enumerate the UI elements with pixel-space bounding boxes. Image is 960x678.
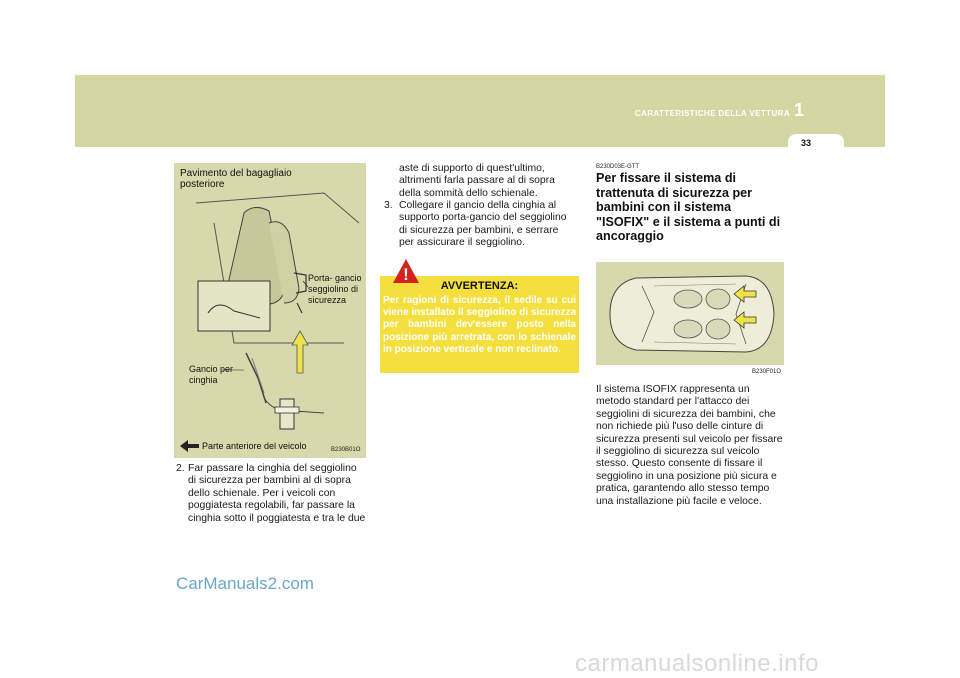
isofix-description: Il sistema ISOFIX rappresenta un metodo standard per l'attacco dei seggiolini di sicurezza dei bambini, che non richiede più l'uso delle cinture di sicurezza presenti sul veicolo per fissare il seggiolino di sicurezza sul veicolo stesso. Questo consente di fissare il seggiolino in una posizione più sicura e pratica, garantendo allo stesso tempo una installazione più facile e veloce. <box>596 384 783 507</box>
section-title: CARATTERISTICHE DELLA VETTURA <box>634 109 790 118</box>
label-strap-hook: Gancio per cinghia <box>189 364 234 385</box>
seat-anchor-illustration <box>174 163 366 458</box>
isofix-car-figure <box>596 262 784 365</box>
page-number: 33 <box>800 138 811 148</box>
step-2-continuation: aste di supporto di quest'ultimo, altrimenti farla passare al di sopra della sommità dello schienale. <box>399 163 555 199</box>
step-3-text: Collegare il gancio della cinghia al supporto porta-gancio del seggiolino di sicurezza per bambini, e serrare per assicurare il seggiolino. <box>399 200 567 249</box>
step-number: 2. <box>176 463 185 474</box>
warning-icon-glyph: ! <box>403 265 409 284</box>
label-rear-floor: Pavimento del bagagliaio posteriore <box>180 168 292 190</box>
figure-code: B230B01O <box>331 447 361 453</box>
chapter-number: 1 <box>794 100 805 120</box>
label-anchor-bracket: Porta- gancio seggiolino di sicurezza <box>308 273 362 305</box>
reference-code: B230D03E-GTT <box>596 164 640 170</box>
warning-title: AVVERTENZA: <box>440 280 519 292</box>
warning-icon <box>392 258 420 284</box>
warning-text: Per ragioni di sicurezza, il sedile su cui viene installato il seggiolino di sicurezza per bambini dev'essere posto nella posizione più arretrata, con lo schienale in posizione verticale e non reclinato. <box>383 295 576 355</box>
label-vehicle-front: Parte anteriore del veicolo <box>202 441 307 451</box>
step-number: 3. <box>384 200 393 211</box>
warning-box <box>380 276 579 373</box>
figure-code: B230F01O <box>752 369 782 375</box>
section-heading: Per fissare il sistema di trattenuta di sicurezza per bambini con il sistema "ISOFIX" e il sistema a punti di ancoraggio <box>596 171 781 244</box>
watermark-carmanuals2[interactable]: CarManuals2.com <box>176 574 314 593</box>
step-2-text: Far passare la cinghia del seggiolino di sicurezza per bambini al di sopra dello schienale. Per i veicoli con poggiatesta regolabili, far passare la cinghia sotto il poggiatesta e tra le due <box>188 463 366 524</box>
watermark-carmanualsonline[interactable]: carmanualsonline.info <box>575 650 819 677</box>
car-top-view-illustration <box>596 262 784 365</box>
seat-anchor-figure <box>174 163 366 458</box>
